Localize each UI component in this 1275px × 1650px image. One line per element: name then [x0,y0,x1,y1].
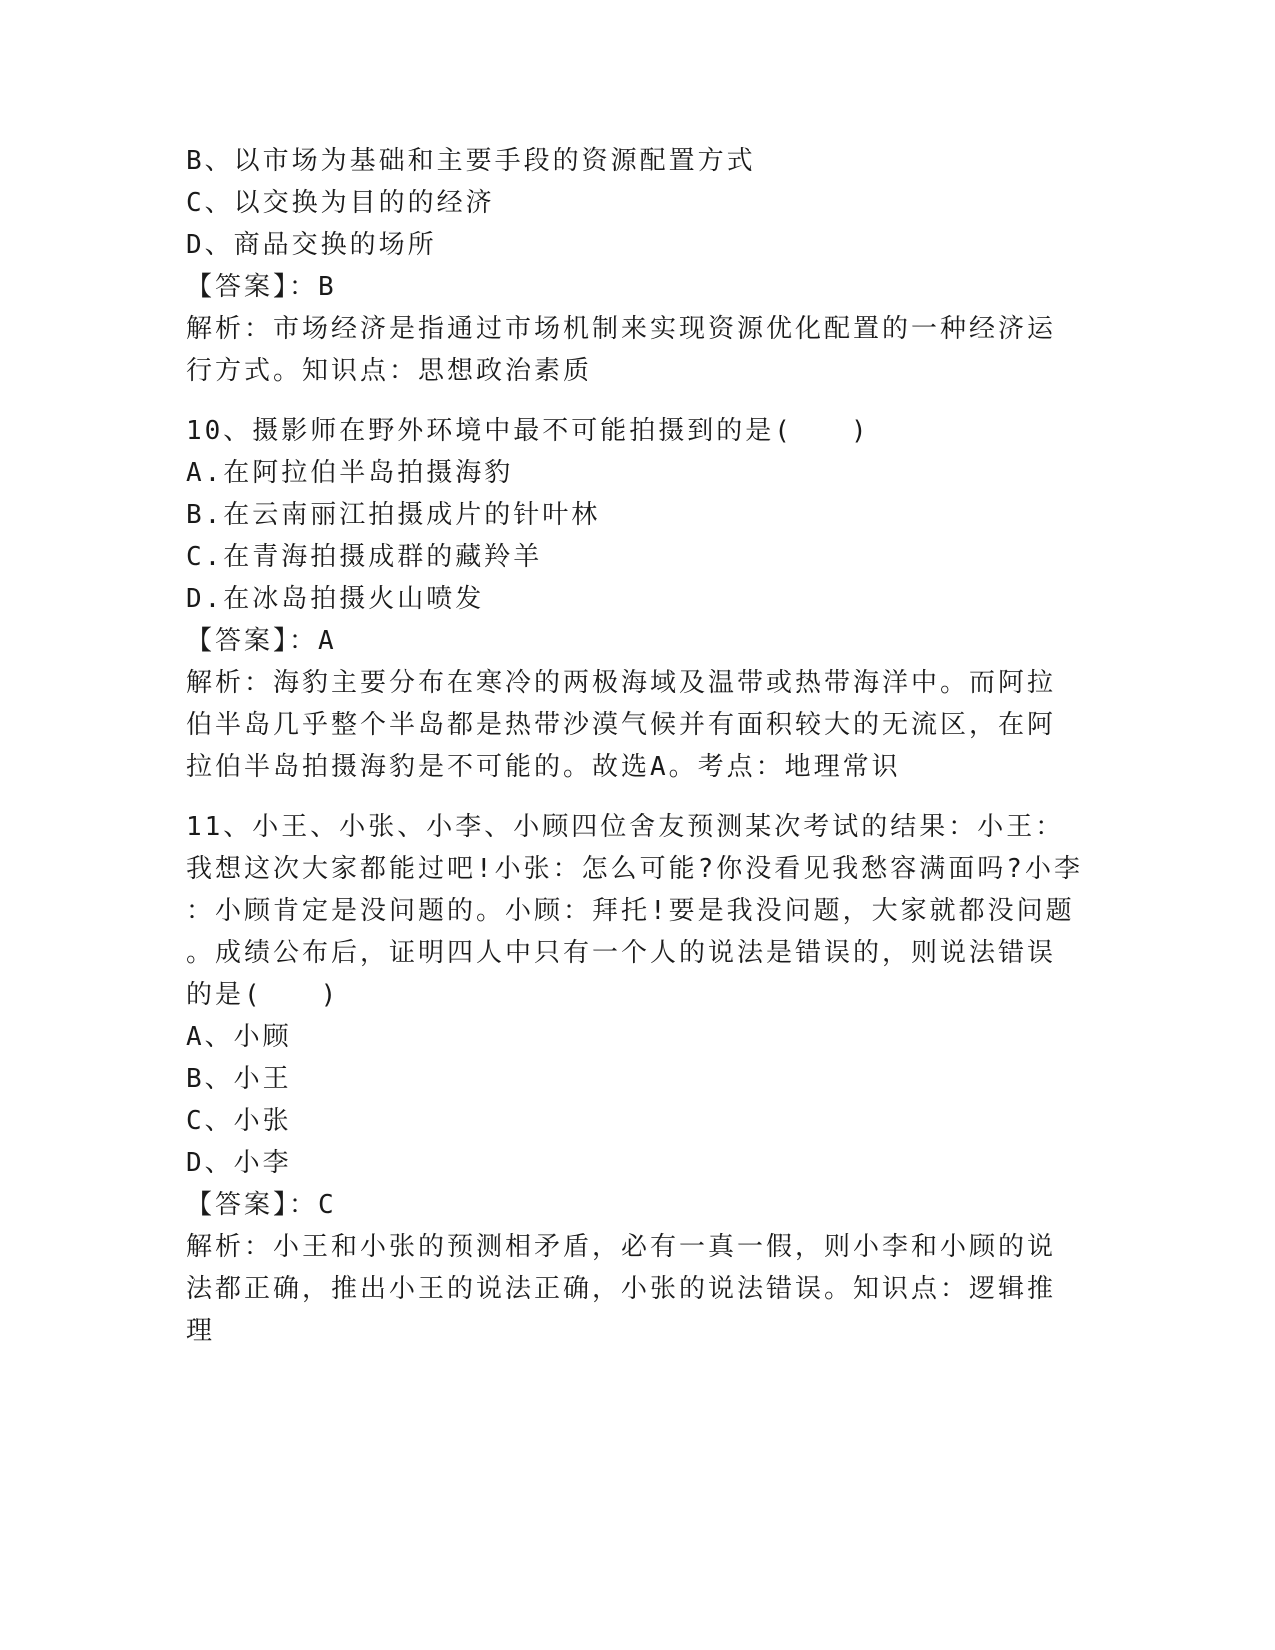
q11-question-line-1: 11、小王、小张、小李、小顾四位舍友预测某次考试的结果：小王： [186,812,1065,842]
q9-option-c: C、以交换为目的的经济 [186,188,495,218]
q9-analysis-line-2: 行方式。知识点：思想政治素质 [186,356,593,386]
q9-answer: 【答案】：B [186,272,337,302]
q10-question: 10、摄影师在野外环境中最不可能拍摄到的是( ) [186,416,870,446]
q10-analysis-line-3: 拉伯半岛拍摄海豹是不可能的。故选A。考点：地理常识 [186,752,901,782]
q10-answer: 【答案】：A [186,626,337,656]
q11-question-line-2: 我想这次大家都能过吧!小张：怎么可能?你没看见我愁容满面吗?小李 [186,854,1083,884]
q9-option-b: B、以市场为基础和主要手段的资源配置方式 [186,146,756,176]
q11-question-line-3: ：小顾肯定是没问题的。小顾：拜托!要是我没问题，大家就都没问题 [186,896,1075,926]
q10-option-c: C.在青海拍摄成群的藏羚羊 [186,542,543,572]
q10-option-b: B.在云南丽江拍摄成片的针叶林 [186,500,601,530]
q11-question-line-5: 的是( ) [186,980,340,1010]
q11-option-a: A、小顾 [186,1022,292,1052]
q11-option-c: C、小张 [186,1106,292,1136]
q10-analysis-line-1: 解析：海豹主要分布在寒冷的两极海域及温带或热带海洋中。而阿拉 [186,668,1057,698]
q11-option-d: D、小李 [186,1148,292,1178]
q10-option-a: A.在阿拉伯半岛拍摄海豹 [186,458,514,488]
q9-option-d: D、商品交换的场所 [186,230,437,260]
q11-question-line-4: 。成绩公布后，证明四人中只有一个人的说法是错误的，则说法错误 [186,938,1057,968]
q10-analysis-line-2: 伯半岛几乎整个半岛都是热带沙漠气候并有面积较大的无流区，在阿 [186,710,1057,740]
q11-answer: 【答案】：C [186,1190,337,1220]
q11-analysis-line-1: 解析：小王和小张的预测相矛盾，必有一真一假，则小李和小顾的说 [186,1232,1057,1262]
q11-option-b: B、小王 [186,1064,292,1094]
q10-option-d: D.在冰岛拍摄火山喷发 [186,584,485,614]
q11-analysis-line-3: 理 [186,1316,216,1346]
q9-analysis-line-1: 解析：市场经济是指通过市场机制来实现资源优化配置的一种经济运 [186,314,1057,344]
q11-analysis-line-2: 法都正确，推出小王的说法正确，小张的说法错误。知识点：逻辑推 [186,1274,1057,1304]
